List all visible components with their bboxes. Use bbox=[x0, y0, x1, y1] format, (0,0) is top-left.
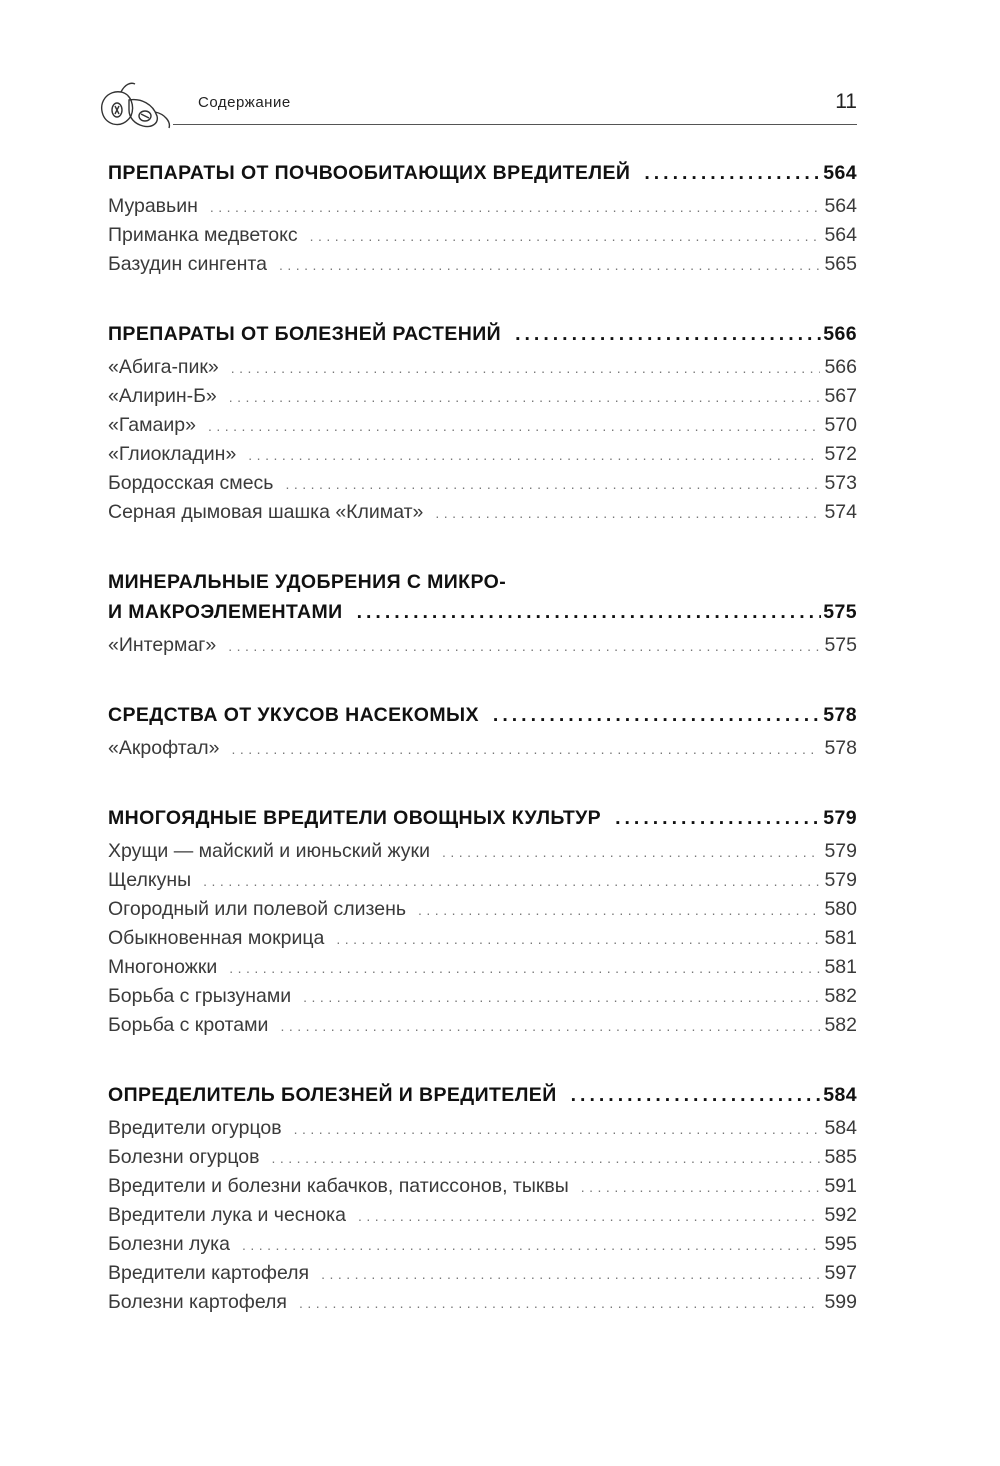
toc-entry bbox=[108, 1259, 857, 1288]
dot-leader bbox=[493, 700, 821, 730]
apple-slices-icon bbox=[95, 76, 175, 130]
entry-title: Серная дымовая шашка «Климат» bbox=[108, 501, 424, 523]
entry-page-number: 582 bbox=[824, 1014, 857, 1036]
section-title: ПРЕПАРАТЫ ОТ ПОЧВООБИТАЮЩИХ ВРЕДИТЕЛЕЙ bbox=[108, 162, 631, 184]
section-heading bbox=[108, 319, 857, 349]
toc-entry bbox=[108, 631, 857, 660]
entry-title: Многоножки bbox=[108, 956, 218, 978]
entry-title: Щелкуны bbox=[108, 869, 192, 891]
section-page-number: 578 bbox=[823, 704, 857, 726]
entry-title: «Акрофтал» bbox=[108, 737, 220, 759]
dot-leader bbox=[294, 1115, 821, 1143]
entry-page-number: 565 bbox=[824, 253, 857, 275]
toc-section bbox=[108, 567, 857, 660]
page-number: 11 bbox=[835, 90, 857, 113]
entry-page-number: 584 bbox=[824, 1117, 857, 1139]
toc-entry bbox=[108, 353, 857, 382]
dot-leader bbox=[310, 222, 821, 250]
entry-page-number: 579 bbox=[824, 869, 857, 891]
entry-title: Болезни картофеля bbox=[108, 1291, 287, 1313]
dot-leader bbox=[242, 1231, 820, 1259]
toc-section bbox=[108, 319, 857, 527]
entry-title: Болезни огурцов bbox=[108, 1146, 260, 1168]
dot-leader bbox=[210, 193, 821, 221]
entry-title: Вредители огурцов bbox=[108, 1117, 282, 1139]
toc-entry bbox=[108, 1230, 857, 1259]
toc-entry bbox=[108, 1143, 857, 1172]
dot-leader bbox=[231, 354, 821, 382]
toc-entry bbox=[108, 498, 857, 527]
section-title: И МАКРОЭЛЕМЕНТАМИ bbox=[108, 601, 343, 623]
dot-leader bbox=[571, 1080, 822, 1110]
toc-entry bbox=[108, 924, 857, 953]
entry-page-number: 579 bbox=[824, 840, 857, 862]
dot-leader bbox=[418, 896, 820, 924]
dot-leader bbox=[272, 1144, 821, 1172]
dot-leader bbox=[303, 983, 820, 1011]
entry-page-number: 592 bbox=[824, 1204, 857, 1226]
dot-leader bbox=[208, 412, 820, 440]
section-heading bbox=[108, 803, 857, 833]
entry-title: Базудин сингента bbox=[108, 253, 267, 275]
section-heading bbox=[108, 567, 857, 627]
entry-page-number: 574 bbox=[824, 501, 857, 523]
entry-title: «Интермаг» bbox=[108, 634, 217, 656]
section-heading bbox=[108, 700, 857, 730]
toc-entry bbox=[108, 895, 857, 924]
toc-entry bbox=[108, 1201, 857, 1230]
entry-page-number: 581 bbox=[824, 956, 857, 978]
toc-entry bbox=[108, 1114, 857, 1143]
dot-leader bbox=[248, 441, 820, 469]
dot-leader bbox=[321, 1260, 820, 1288]
table-of-contents bbox=[108, 158, 857, 1357]
dot-leader bbox=[644, 158, 821, 188]
section-title: МИНЕРАЛЬНЫЕ УДОБРЕНИЯ С МИКРО- bbox=[108, 571, 507, 593]
dot-leader bbox=[357, 597, 822, 627]
entry-title: «Абига-пик» bbox=[108, 356, 219, 378]
page-header bbox=[95, 72, 857, 130]
toc-entry bbox=[108, 411, 857, 440]
entry-title: Обыкновенная мокрица bbox=[108, 927, 325, 949]
entry-title: Огородный или полевой слизень bbox=[108, 898, 407, 920]
toc-entry bbox=[108, 221, 857, 250]
entry-page-number: 597 bbox=[824, 1262, 857, 1284]
toc-entry bbox=[108, 953, 857, 982]
dot-leader bbox=[279, 251, 820, 279]
toc-entry bbox=[108, 250, 857, 279]
entry-page-number: 578 bbox=[824, 737, 857, 759]
entry-title: «Глиокладин» bbox=[108, 443, 237, 465]
toc-entry bbox=[108, 1172, 857, 1201]
entry-page-number: 570 bbox=[824, 414, 857, 436]
toc-section bbox=[108, 1080, 857, 1317]
entry-title: Бордосская смесь bbox=[108, 472, 274, 494]
entry-page-number: 572 bbox=[824, 443, 857, 465]
entry-page-number: 575 bbox=[824, 634, 857, 656]
toc-section bbox=[108, 700, 857, 763]
running-title: Содержание bbox=[198, 94, 291, 111]
dot-leader bbox=[336, 925, 820, 953]
dot-leader bbox=[203, 867, 820, 895]
entry-title: Хрущи — майский и июньский жуки bbox=[108, 840, 430, 862]
dot-leader bbox=[358, 1202, 820, 1230]
toc-entry bbox=[108, 382, 857, 411]
dot-leader bbox=[515, 319, 821, 349]
dot-leader bbox=[229, 954, 820, 982]
entry-page-number: 595 bbox=[824, 1233, 857, 1255]
section-page-number: 564 bbox=[823, 162, 857, 184]
entry-title: Борьба с кротами bbox=[108, 1014, 269, 1036]
dot-leader bbox=[231, 735, 820, 763]
section-title: ОПРЕДЕЛИТЕЛЬ БОЛЕЗНЕЙ И ВРЕДИТЕЛЕЙ bbox=[108, 1084, 557, 1106]
entry-page-number: 585 bbox=[824, 1146, 857, 1168]
section-heading bbox=[108, 1080, 857, 1110]
dot-leader bbox=[581, 1173, 821, 1201]
entry-title: «Гамаир» bbox=[108, 414, 196, 436]
section-page-number: 579 bbox=[823, 807, 857, 829]
entry-title: Приманка медветокс bbox=[108, 224, 298, 246]
section-heading bbox=[108, 158, 857, 188]
toc-entry bbox=[108, 982, 857, 1011]
toc-entry bbox=[108, 469, 857, 498]
entry-page-number: 591 bbox=[824, 1175, 857, 1197]
dot-leader bbox=[285, 470, 820, 498]
toc-section bbox=[108, 158, 857, 279]
dot-leader bbox=[615, 803, 821, 833]
dot-leader bbox=[435, 499, 820, 527]
entry-title: Вредители и болезни кабачков, патиссонов, тыквы bbox=[108, 1175, 569, 1197]
entry-page-number: 566 bbox=[824, 356, 857, 378]
header-rule bbox=[173, 124, 857, 125]
section-title: МНОГОЯДНЫЕ ВРЕДИТЕЛИ ОВОЩНЫХ КУЛЬТУР bbox=[108, 807, 602, 829]
entry-title: «Алирин-Б» bbox=[108, 385, 217, 407]
entry-title: Вредители картофеля bbox=[108, 1262, 310, 1284]
section-title: ПРЕПАРАТЫ ОТ БОЛЕЗНЕЙ РАСТЕНИЙ bbox=[108, 323, 502, 345]
entry-title: Борьба с грызунами bbox=[108, 985, 292, 1007]
entry-page-number: 564 bbox=[824, 224, 857, 246]
entry-title: Болезни лука bbox=[108, 1233, 230, 1255]
toc-entry bbox=[108, 837, 857, 866]
entry-page-number: 580 bbox=[824, 898, 857, 920]
entry-title: Муравьин bbox=[108, 195, 198, 217]
toc-entry bbox=[108, 866, 857, 895]
entry-page-number: 599 bbox=[824, 1291, 857, 1313]
toc-entry bbox=[108, 734, 857, 763]
entry-page-number: 582 bbox=[824, 985, 857, 1007]
dot-leader bbox=[299, 1289, 820, 1317]
entry-page-number: 564 bbox=[824, 195, 857, 217]
toc-entry bbox=[108, 1011, 857, 1040]
toc-entry bbox=[108, 440, 857, 469]
dot-leader bbox=[228, 632, 820, 660]
dot-leader bbox=[229, 383, 821, 411]
section-page-number: 575 bbox=[823, 601, 857, 623]
toc-entry bbox=[108, 1288, 857, 1317]
entry-page-number: 567 bbox=[824, 385, 857, 407]
dot-leader bbox=[442, 838, 820, 866]
section-page-number: 566 bbox=[823, 323, 857, 345]
toc-section bbox=[108, 803, 857, 1040]
toc-entry bbox=[108, 192, 857, 221]
entry-page-number: 581 bbox=[824, 927, 857, 949]
entry-page-number: 573 bbox=[824, 472, 857, 494]
dot-leader bbox=[280, 1012, 820, 1040]
section-page-number: 584 bbox=[823, 1084, 857, 1106]
section-title: СРЕДСТВА ОТ УКУСОВ НАСЕКОМЫХ bbox=[108, 704, 479, 726]
entry-title: Вредители лука и чеснока bbox=[108, 1204, 346, 1226]
